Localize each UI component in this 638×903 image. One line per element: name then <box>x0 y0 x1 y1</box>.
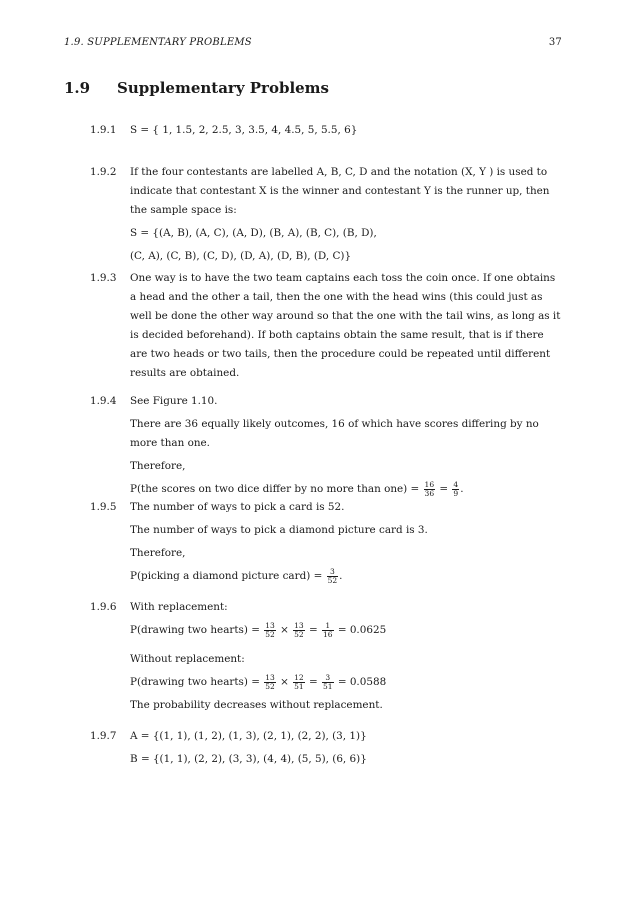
probability-label: P(the scores on two dice differ by no more than one) = <box>130 483 423 495</box>
problem-number: 1.9.3 <box>90 272 117 284</box>
probability-line-with: P(drawing two hearts) = $\frac{13}{52}$ × $\frac{13}{52}$ = $\frac{1}{16}$ = 0.0625 <box>130 620 387 639</box>
section-heading: Supplementary Problems <box>117 79 329 97</box>
page-number: 37 <box>548 37 562 48</box>
fraction: $\frac{13}{52}$ <box>294 620 304 639</box>
problem-number: 1.9.4 <box>90 395 117 407</box>
problem-text: Without replacement: <box>130 653 245 665</box>
probability-line: P(the scores on two dice differ by no more than one) = $\frac{16}{36}$ = $\frac{4}{9}$ . <box>130 479 464 498</box>
fraction: $\frac{16}{36}$ <box>424 479 435 498</box>
problem-1-9-7 <box>90 727 562 769</box>
problem-text: Therefore, <box>130 460 186 472</box>
result-value: = 0.0588 <box>337 676 387 688</box>
problem-number: 1.9.6 <box>90 601 117 613</box>
problem-text: If the four contestants are labelled A, B, C, D and the notation (X, Y ) is used to indicate that contestant X is the winner and contestant Y is the runner up, then the sample space is: <box>130 166 550 216</box>
problem-1-9-3 <box>90 269 562 383</box>
running-header <box>64 37 562 51</box>
set-a: A = {(1, 1), (1, 2), (1, 3), (2, 1), (2, 2), (3, 1)} <box>130 730 367 742</box>
result-value: = 0.0625 <box>337 624 387 636</box>
problem-text: One way is to have the two team captains each toss the coin once. If one obtains a head and the other a tail, then the one with the head wins (this could just as well be done the other way around so that the one with the tail wins, as long as it is decided beforehand). If both captains obtain the same result, that is if there are two heads or two tails, then the procedure could be repeated until different results are obtained. <box>130 272 561 379</box>
sample-space-line-1: S = {(A, B), (A, C), (A, D), (B, A), (B, C), (B, D), <box>130 227 377 239</box>
section-number: 1.9 <box>64 79 91 97</box>
fraction: $\frac{12}{51}$ <box>294 672 304 691</box>
fraction: $\frac{3}{51}$ <box>322 672 333 691</box>
probability-label: P(picking a diamond picture card) = <box>130 570 326 582</box>
problem-text: S = { 1, 1.5, 2, 2.5, 3, 3.5, 4, 4.5, 5, 5.5, 6} <box>130 124 358 136</box>
fraction: $\frac{4}{9}$ <box>453 479 459 498</box>
problem-1-9-1 <box>90 121 562 140</box>
problem-number: 1.9.5 <box>90 501 117 513</box>
problem-text: With replacement: <box>130 601 228 613</box>
problem-text: Therefore, <box>130 547 186 559</box>
problem-text: The number of ways to pick a diamond picture card is 3. <box>130 524 428 536</box>
problem-number: 1.9.7 <box>90 730 117 742</box>
problem-1-9-4 <box>90 392 562 499</box>
probability-line: P(picking a diamond picture card) = $\frac{3}{52}$ . <box>130 566 343 585</box>
problem-text: There are 36 equally likely outcomes, 16 of which have scores differing by no more than one. <box>130 418 539 449</box>
running-header-title: 1.9. SUPPLEMENTARY PROBLEMS <box>64 37 252 48</box>
fraction: $\frac{1}{16}$ <box>322 620 333 639</box>
problem-text: The number of ways to pick a card is 52. <box>130 501 345 513</box>
fraction: $\frac{3}{52}$ <box>327 566 338 585</box>
problem-number: 1.9.2 <box>90 166 117 178</box>
fraction: $\frac{13}{52}$ <box>265 672 275 691</box>
problem-1-9-5 <box>90 498 562 586</box>
problem-number: 1.9.1 <box>90 124 117 136</box>
problem-1-9-6 <box>90 598 562 715</box>
problem-text: The probability decreases without replacement. <box>130 699 383 711</box>
probability-line-without: P(drawing two hearts) = $\frac{13}{52}$ × $\frac{12}{51}$ = $\frac{3}{51}$ = 0.0588 <box>130 672 387 691</box>
sample-space-line-2: (C, A), (C, B), (C, D), (D, A), (D, B), (D, C)} <box>130 250 352 262</box>
problem-1-9-2 <box>90 163 562 266</box>
fraction: $\frac{13}{52}$ <box>265 620 275 639</box>
set-b: B = {(1, 1), (2, 2), (3, 3), (4, 4), (5, 5), (6, 6)} <box>130 753 367 765</box>
problem-text: See Figure 1.10. <box>130 395 218 407</box>
section-title <box>64 79 329 97</box>
